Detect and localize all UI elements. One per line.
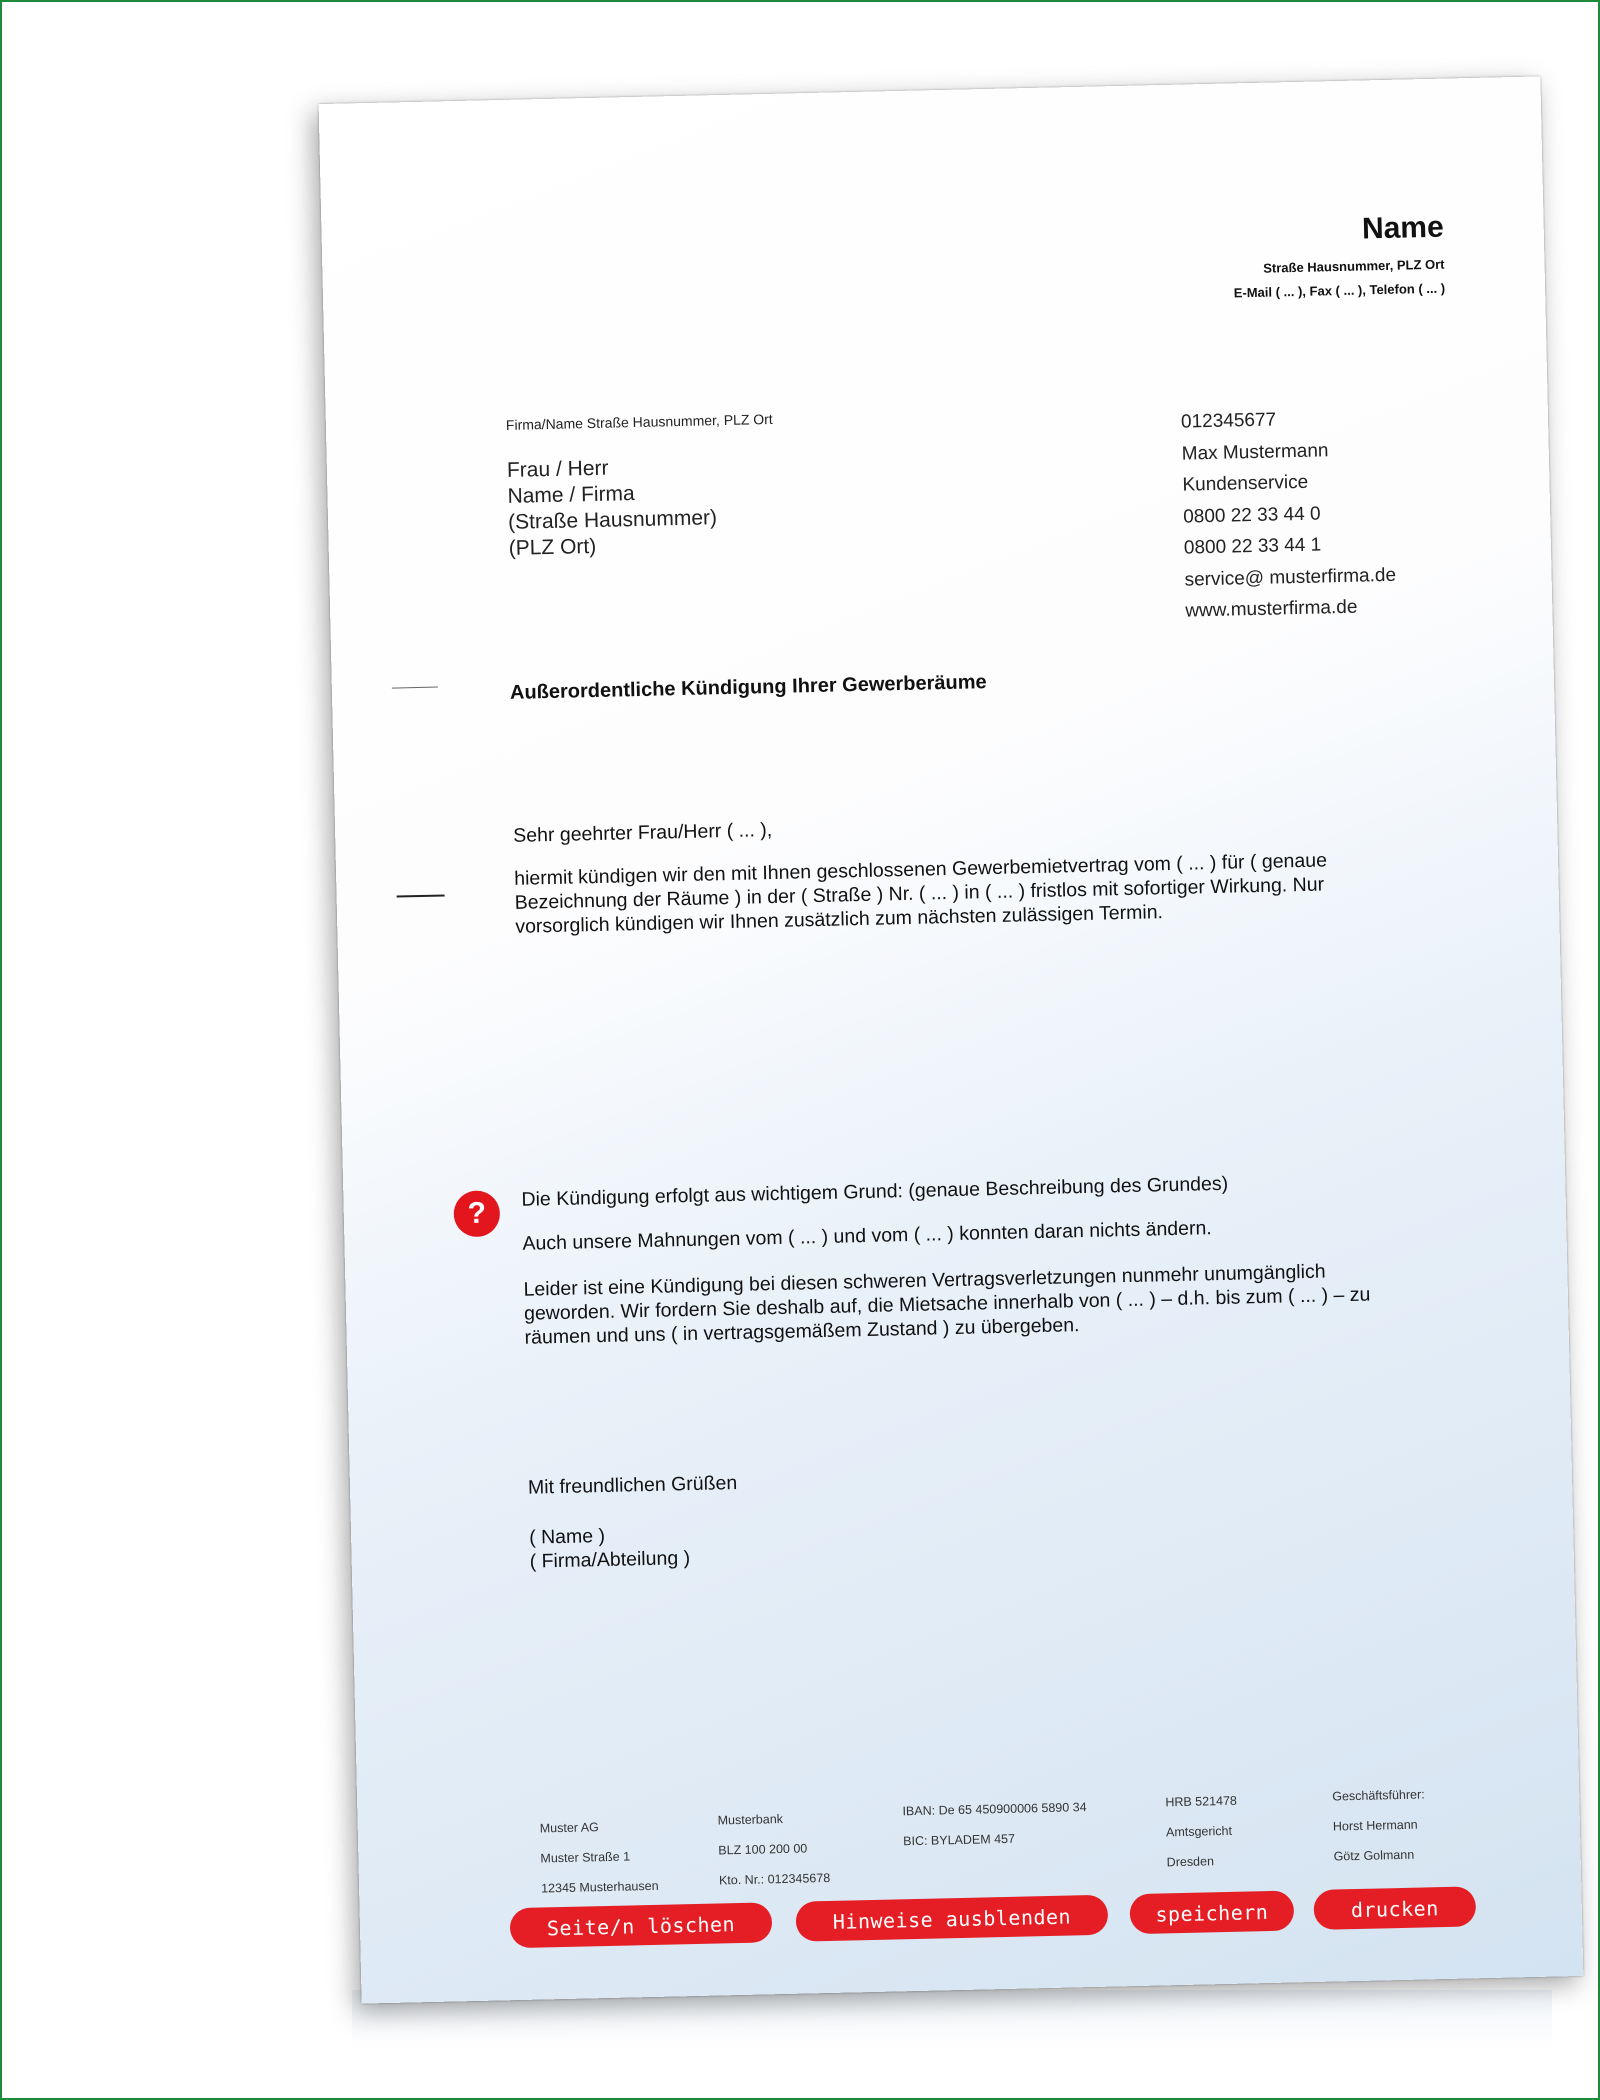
footer-company (539, 1811, 658, 1904)
letter-subject: Außerordentliche Kündigung Ihrer Gewerberäume (509, 671, 987, 704)
footer-line: Dresden (1166, 1854, 1215, 1870)
signature-department: ( Firma/Abteilung ) (529, 1547, 691, 1573)
footer-register (1165, 1786, 1239, 1878)
contact-block (1181, 402, 1397, 627)
question-icon[interactable]: ? (453, 1190, 500, 1237)
delete-pages-button[interactable]: Seite/n löschen (510, 1902, 773, 1948)
footer-line: Horst Hermann (1332, 1817, 1418, 1834)
letter-page (319, 76, 1584, 2003)
sender-name: Name (1361, 210, 1445, 246)
body-paragraph: hiermit kündigen wir den mit Ihnen geschlossenen Gewerbemietvertrag vom ( ... ) für ( genaue Bezeichnung der Räume ) in der ( Straße ) Nr. ( ... ) in ( ... ) fristlos mit sofortiger Wirkung. Nur vorsorglich kündigen wir Ihnen zusätzlich zum nächsten zulässigen Termin. (513, 849, 1328, 938)
footer-management (1332, 1779, 1426, 1871)
footer-line: BLZ 100 200 00 (718, 1841, 808, 1858)
footer-line: HRB 521478 (1165, 1793, 1238, 1810)
department: Kundenservice (1182, 471, 1309, 496)
punch-mark (397, 894, 445, 897)
recipient-address (507, 453, 718, 562)
sender-address: Straße Hausnummer, PLZ Ort (1263, 256, 1445, 276)
reference-number: 012345677 (1180, 409, 1277, 433)
footer-line: 12345 Musterhausen (540, 1878, 659, 1896)
recipient-line: Name / Firma (507, 482, 635, 508)
fold-mark (392, 687, 438, 689)
return-address: Firma/Name Straße Hausnummer, PLZ Ort (505, 410, 773, 433)
recipient-line: (PLZ Ort) (508, 534, 597, 560)
footer-line: Muster AG (539, 1820, 599, 1836)
footer-iban (902, 1792, 1088, 1856)
body-paragraph: Leider ist eine Kündigung bei diesen schweren Vertragsverletzungen nunmehr unumgänglich geworden. Wir fordern Sie deshalb auf, die Mietsache innerhalb von ( ... ) – d.h. bis zum ( ... ) – zu räumen und uns ( in vertragsgemäßem Zustand ) zu übergeben. (523, 1260, 1371, 1349)
print-button[interactable]: drucken (1313, 1886, 1476, 1930)
footer-line: Geschäftsführer: (1332, 1787, 1425, 1804)
salutation: Sehr geehrter Frau/Herr ( ... ), (513, 819, 773, 847)
body-paragraph: Auch unsere Mahnungen vom ( ... ) und vom ( ... ) konnten daran nichts ändern. (522, 1217, 1212, 1255)
email-address: service@ musterfirma.de (1184, 564, 1397, 591)
footer-line: IBAN: De 65 450900006 5890 34 (902, 1800, 1087, 1819)
footer-line: Kto. Nr.: 012345678 (718, 1870, 831, 1888)
closing: Mit freundlichen Grüßen (527, 1471, 738, 1499)
footer-line: BIC: BYLADEM 457 (903, 1831, 1016, 1849)
signature (529, 1506, 1410, 1574)
recipient-line: Frau / Herr (506, 456, 609, 482)
signature-name: ( Name ) (528, 1524, 606, 1549)
footer-bank (717, 1803, 830, 1895)
body-paragraph: Die Kündigung erfolgt aus wichtigem Grund: (genaue Beschreibung des Grundes) (521, 1172, 1229, 1211)
footer-line: Götz Golmann (1333, 1847, 1415, 1864)
recipient-line: (Straße Hausnummer) (507, 506, 718, 534)
hide-hints-button[interactable]: Hinweise ausblenden (796, 1895, 1109, 1942)
footer-line: Amtsgericht (1165, 1823, 1233, 1840)
footer-line: Musterbank (717, 1812, 784, 1828)
fax-number: 0800 22 33 44 1 (1183, 534, 1322, 559)
save-button[interactable]: speichern (1129, 1890, 1294, 1934)
sender-contact: E-Mail ( ... ), Fax ( ... ), Telefon ( ... ) (1233, 280, 1446, 301)
phone-number: 0800 22 33 44 0 (1182, 502, 1321, 528)
contact-person: Max Mustermann (1181, 439, 1329, 465)
footer-line: Muster Straße 1 (540, 1849, 631, 1866)
website: www.musterfirma.de (1185, 596, 1358, 622)
